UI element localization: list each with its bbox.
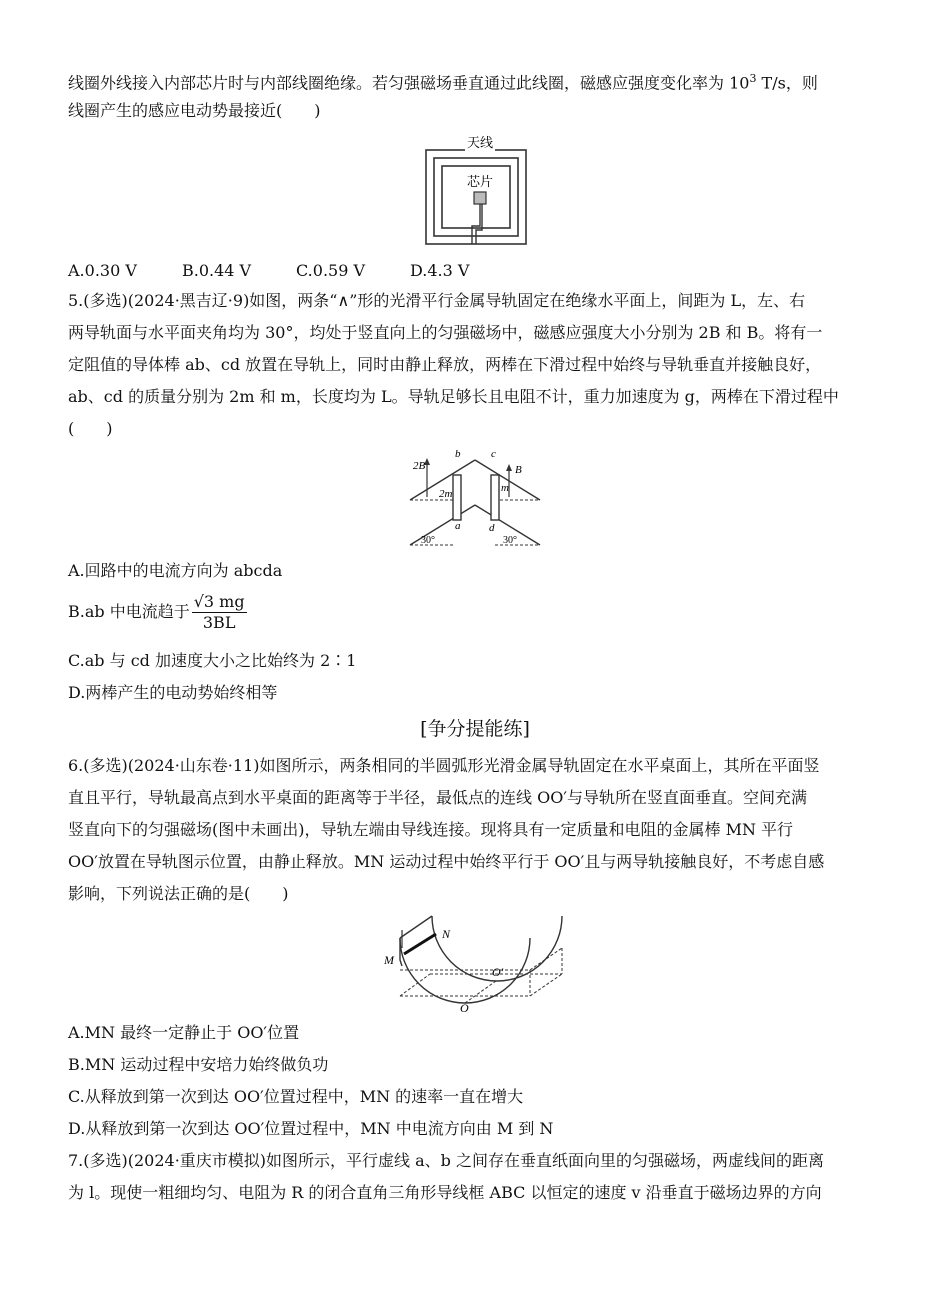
q4-option-a: A.0.30 V <box>68 261 137 280</box>
mass-2m-label: 2m <box>439 488 453 500</box>
fraction-numerator: √3 mg <box>193 592 245 611</box>
q4-line-1-exponent: 3 <box>749 72 757 85</box>
q4-option-b: B.0.44 V <box>182 261 252 280</box>
q6-option-c: C.从释放到第一次到达 OO′位置过程中，MN 的速率一直在增大 <box>68 1087 524 1106</box>
q5-option-a: A.回路中的电流方向为 abcda <box>68 561 283 580</box>
q5-rails-figure <box>405 445 545 550</box>
section-title: [争分提能练] <box>420 718 530 740</box>
point-c-label: c <box>491 448 496 460</box>
angle-right-label: 30° <box>503 535 517 546</box>
q7-line-1: 7.(多选)(2024·重庆市模拟)如图所示，平行虚线 a、b 之间存在垂直纸面向里的匀强磁场，两虚线间的距离 <box>68 1151 824 1170</box>
point-o-label: O <box>460 1001 469 1013</box>
antenna-label: 天线 <box>466 135 494 150</box>
q6-line-4: OO′放置在导轨图示位置，由静止释放。MN 运动过程中始终平行于 OO′且与两导轨接触良好，不考虑自感 <box>68 852 825 871</box>
point-o-prime-label: O′ <box>492 965 504 979</box>
field-b-label: B <box>515 464 522 476</box>
q5-option-b-text: B.ab 中电流趋于 <box>68 602 190 621</box>
angle-left-label: 30° <box>421 535 435 546</box>
q5-line-5: ( ) <box>68 419 113 438</box>
q4-line-1b: T/s，则 <box>756 73 818 93</box>
mass-m-label: m <box>501 482 509 494</box>
q6-option-d: D.从释放到第一次到达 OO′位置过程中，MN 中电流方向由 M 到 N <box>68 1119 554 1138</box>
q5-option-b-fraction <box>192 592 247 633</box>
q7-line-2: 为 l。现使一粗细均匀、电阻为 R 的闭合直角三角形导线框 ABC 以恒定的速度 v 沿垂直于磁场边界的方向 <box>68 1183 822 1202</box>
point-d-label: d <box>489 522 495 534</box>
field-2b-label: 2B <box>413 460 426 472</box>
q5-line-2: 两导轨面与水平面夹角均为 30°，均处于竖直向上的匀强磁场中，磁感应强度大小分别为 2B 和 B。将有一 <box>68 323 823 342</box>
point-n-label: N <box>442 927 451 941</box>
point-m-label: M <box>384 953 394 967</box>
q4-options <box>68 260 469 282</box>
q5-line-1: 5.(多选)(2024·黑吉辽·9)如图，两条“∧”形的光滑平行金属导轨固定在绝缘水平面上，间距为 L，左、右 <box>68 291 806 310</box>
q5-line-4: ab、cd 的质量分别为 2m 和 m，长度均为 L。导轨足够长且电阻不计，重力加速度为 g，两棒在下滑过程中 <box>68 387 839 406</box>
q6-line-1: 6.(多选)(2024·山东卷·11)如图所示，两条相同的半圆弧形光滑金属导轨固定在水平桌面上，其所在平面竖 <box>68 756 820 775</box>
q4-option-d: D.4.3 V <box>410 261 470 280</box>
q6-option-a: A.MN 最终一定静止于 OO′位置 <box>68 1023 300 1042</box>
point-a-label: a <box>455 520 461 532</box>
q6-arc-rails-figure <box>380 908 570 1013</box>
q6-option-b: B.MN 运动过程中安培力始终做负功 <box>68 1055 329 1074</box>
q4-line-2: 线圈产生的感应电动势最接近( ) <box>68 101 321 120</box>
q4-coil-figure <box>420 130 532 250</box>
q6-line-5: 影响，下列说法正确的是( ) <box>68 884 289 903</box>
q4-line-1 <box>68 68 818 94</box>
q4-option-c: C.0.59 V <box>296 261 366 280</box>
q5-line-3: 定阻值的导体棒 ab、cd 放置在导轨上，同时由静止释放，两棒在下滑过程中始终与导轨垂直并接触良好， <box>68 355 822 374</box>
q5-option-c: C.ab 与 cd 加速度大小之比始终为 2∶1 <box>68 651 357 670</box>
q5-option-d: D.两棒产生的电动势始终相等 <box>68 683 278 702</box>
chip-label: 芯片 <box>466 174 494 189</box>
fraction-denominator: 3BL <box>202 613 236 632</box>
point-b-label: b <box>455 448 461 460</box>
q5-option-b <box>68 592 247 633</box>
q4-line-1a: 线圈外线接入内部芯片时与内部线圈绝缘。若匀强磁场垂直通过此线圈，磁感应强度变化率为 10 <box>68 73 750 93</box>
q6-line-2: 直且平行，导轨最高点到水平桌面的距离等于半径，最低点的连线 OO′与导轨所在竖直面垂直。空间充满 <box>68 788 807 807</box>
q6-line-3: 竖直向下的匀强磁场(图中未画出)，导轨左端由导线连接。现将具有一定质量和电阻的金属棒 MN 平行 <box>68 820 794 839</box>
